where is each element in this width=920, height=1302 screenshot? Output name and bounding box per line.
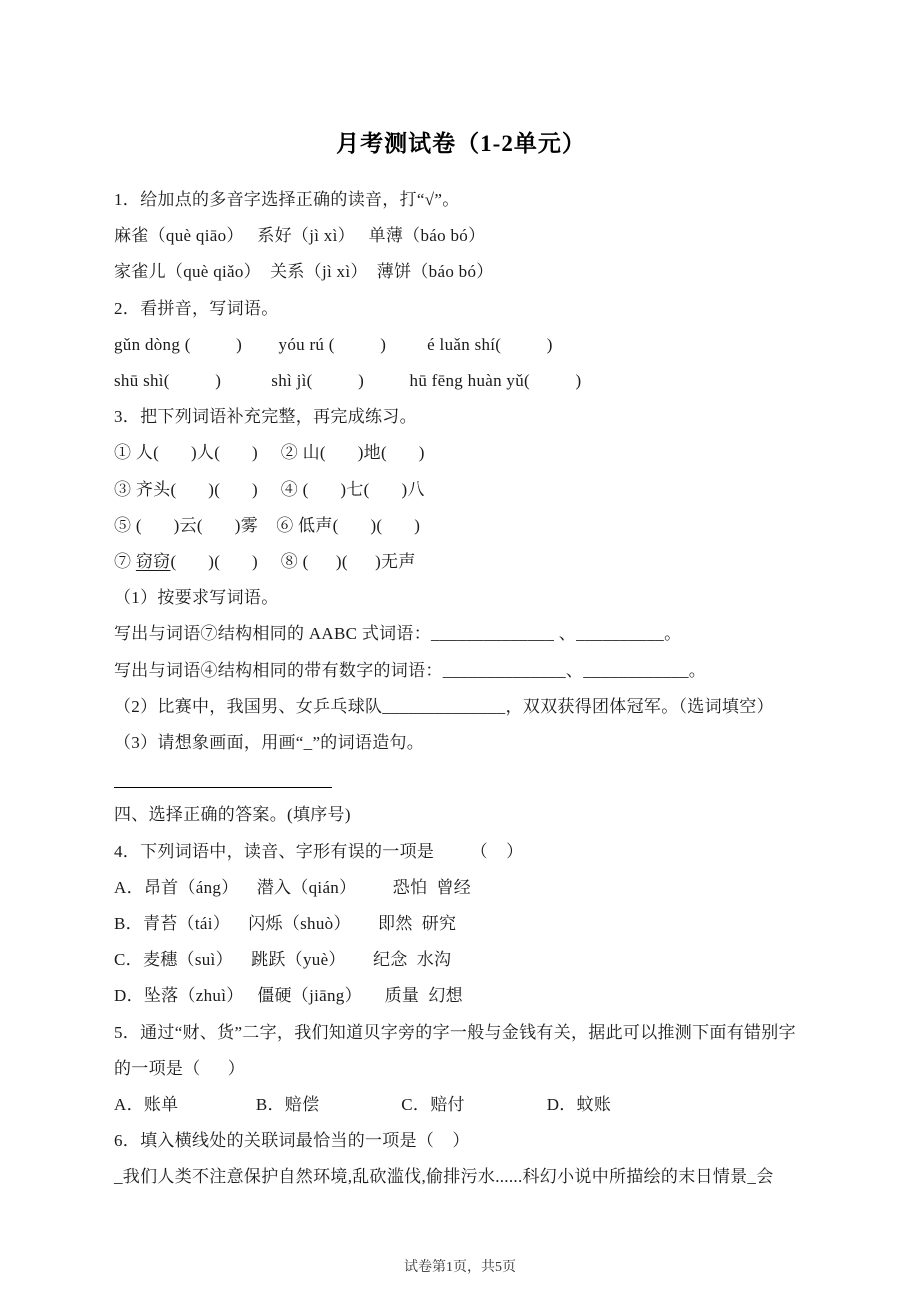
answer-blank-line — [114, 761, 808, 797]
q5-prompt-line-1: 5．通过“财、货”二字，我们知道贝字旁的字一般与金钱有关，据此可以推测下面有错别字 — [114, 1022, 796, 1042]
q2-prompt: 2．看拼音，写词语。 — [114, 298, 279, 318]
q3-prompt: 3．把下列词语补充完整，再完成练习。 — [114, 407, 417, 427]
q3-sub2-sentence: （2）比赛中，我国男、女乒乓球队______________，双双获得团体冠军。（选词填空） — [114, 696, 774, 716]
q1-prompt: 1．给加点的多音字选择正确的读音，打“√”。 — [114, 190, 460, 209]
q1-options-row-2: 家雀儿（què qiǎo） 关系（jì xì） 薄饼（báo bó） — [114, 262, 494, 282]
q3-idioms-row-3: ⑤ ( )云( )雾 ⑥ 低声( )( ) — [114, 515, 421, 535]
q5-prompt-line-2: 的一项是（ ） — [114, 1058, 246, 1078]
exam-title: 月考测试卷（1-2单元） — [336, 131, 586, 156]
q3-sub3-prompt: （3）请想象画面，用画“_”的词语造句。 — [114, 733, 425, 753]
q6-prompt: 6．填入横线处的关联词最恰当的一项是（ ） — [114, 1131, 470, 1151]
q4-choice-d: D．坠落（zhuì） 僵硬（jiāng） 质量 幻想 — [114, 986, 463, 1006]
q3-sub1-blank-aabc: 写出与词语⑦结构相同的 AABC 式词语：______________ 、__________。 — [114, 624, 682, 644]
q6-sentence: _我们人类不注意保护自然环境,乱砍滥伐,偷排污水......科幻小说中所描绘的末日情景_会 — [114, 1167, 774, 1187]
q3-sub1-blank-number: 写出与词语④结构相同的带有数字的词语：______________、____________。 — [114, 660, 707, 680]
idiom-8-rest: ( )( ) ⑧ ( )( )无声 — [170, 552, 416, 572]
q3-sub1-prompt: （1）按要求写词语。 — [114, 588, 279, 608]
q3-idioms-row-1: ① 人( )人( ) ② 山( )地( ) — [114, 443, 425, 463]
idiom-7-number: ⑦ — [114, 552, 136, 572]
q5-choices: A．账单 B．赔偿 C．赔付 D．蚊账 — [114, 1095, 612, 1115]
q3-idioms-row-4 — [114, 544, 808, 580]
q2-pinyin-row-1: gǔn dòng ( ) yóu rú ( ) é luǎn shí( ) — [114, 334, 553, 354]
q4-choice-c: C．麦穗（suì） 跳跃（yuè） 纪念 水沟 — [114, 950, 452, 970]
q1-options-row-1: 麻雀（què qiāo） 系好（jì xì） 单薄（báo bó） — [114, 226, 486, 246]
q4-prompt: 4．下列词语中，读音、字形有误的一项是 （ ） — [114, 841, 524, 861]
q4-choice-a: A．昂首（áng） 潜入（qián） 恐怕 曾经 — [114, 877, 472, 897]
q3-idioms-row-2: ③ 齐头( )( ) ④ ( )七( )八 — [114, 479, 425, 499]
answer-rule — [114, 787, 332, 788]
section-4-heading: 四、选择正确的答案。(填序号) — [114, 805, 351, 825]
footer-page-number: 试卷第1页，共5页 — [404, 1260, 516, 1275]
q4-choice-b: B．青苔（tái） 闪烁（shuò） 即然 研究 — [114, 914, 457, 934]
q2-pinyin-row-2: shū shì( ) shì jì( ) hū fēng huàn yǔ( ) — [114, 371, 582, 391]
idiom-7-underlined-word: 窃窃 — [135, 552, 171, 572]
